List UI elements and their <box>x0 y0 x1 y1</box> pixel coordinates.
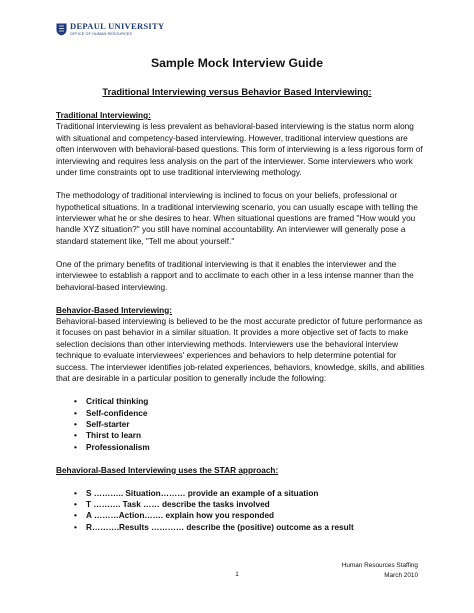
bullet-icon: • <box>74 397 77 407</box>
traditional-paragraph-2: The methodology of traditional interviewing is inclined to focus on your beliefs, professional or hypothetical situations. In a traditional interviewing scenario, you can usually escape with telling the interviewer what he or she desires to hear. When situational questions are framed "How would you handle XYZ situation?" you still have nominal accountability. An interviewer will generally pose a standard statement like, "Tell me about yourself." <box>56 191 418 246</box>
university-logo <box>56 22 164 36</box>
list-item: • Self-confidence <box>74 408 148 418</box>
list-item: • S ……….. Situation……… provide an example of a situation <box>74 488 319 498</box>
document-body <box>56 110 428 533</box>
bullet-icon: • <box>74 500 77 510</box>
bullet-icon: • <box>74 511 77 521</box>
traditional-paragraph-1: Traditional interviewing is less prevalent as behavioral-based interviewing is the status norm along with situational and competency-based interviewing. However, traditional interview questions are often interwoven with behavioral-based questions. This form of interviewing is a less rigorous form of interviewing and requires less analysis on the part of the interviewer. Some interviewers who work under time constraints opt to use traditional interviewing methology. <box>56 122 423 178</box>
bullet-icon: • <box>74 431 77 441</box>
bullet-icon: • <box>74 408 77 418</box>
behavioral-paragraph-1: Behavioral-based interviewing is believed to be the most accurate predictor of future performance as it focuses on past behavior in a similar situation. It provides a more objective set of facts to make selection decisions than other interviewing methods. Interviewers use the behavioral interview technique to evaluate interviewees' experiences and behaviors to help determine potential for success. The interviewer identifies job-related experiences, behaviors, knowledge, skills, and abilities that are desirable in a particular position to generally include the following: <box>56 316 425 384</box>
list-item: • Self-starter <box>74 419 130 429</box>
list-item: • R……….Results ………… describe the (positive) outcome as a result <box>74 522 354 532</box>
list-item: • Thirst to learn <box>74 431 142 441</box>
traditional-paragraph-3: One of the primary benefits of traditional interviewing is that it enables the interviewer and the interviewee to establish a rapport and to acclimate to each other in a less intense manner than the behavioral-based interviewing. <box>56 259 414 292</box>
document-subtitle: Traditional Interviewing versus Behavior Based Interviewing: <box>102 87 372 97</box>
logo-office: OFFICE OF HUMAN RESOURCES <box>70 32 133 36</box>
document-title: Sample Mock Interview Guide <box>150 56 324 70</box>
behavioral-heading: Behavior-Based Interviewing: <box>56 305 172 315</box>
shield-icon <box>56 23 67 36</box>
list-item: • T ………. Task …… describe the tasks involved <box>74 500 270 510</box>
footer-department: Human Resources Staffing <box>341 562 418 569</box>
bullet-icon: • <box>74 419 77 429</box>
traditional-heading: Traditional Interviewing: <box>56 111 151 120</box>
star-list <box>56 488 428 534</box>
bullet-icon: • <box>74 522 77 532</box>
star-heading: Behavioral-Based Interviewing uses the STAR approach: <box>56 465 279 475</box>
list-item: • Professionalism <box>74 442 150 452</box>
list-item: • A ………Action……. explain how you responded <box>74 511 275 521</box>
list-item: • Critical thinking <box>74 397 149 407</box>
traits-list <box>56 396 428 453</box>
bullet-icon: • <box>74 442 77 452</box>
page-number: 1 <box>235 571 239 578</box>
bullet-icon: • <box>74 488 77 498</box>
logo-name: DEPAUL UNIVERSITY <box>70 21 165 31</box>
footer-date: March 2010 <box>384 571 418 579</box>
